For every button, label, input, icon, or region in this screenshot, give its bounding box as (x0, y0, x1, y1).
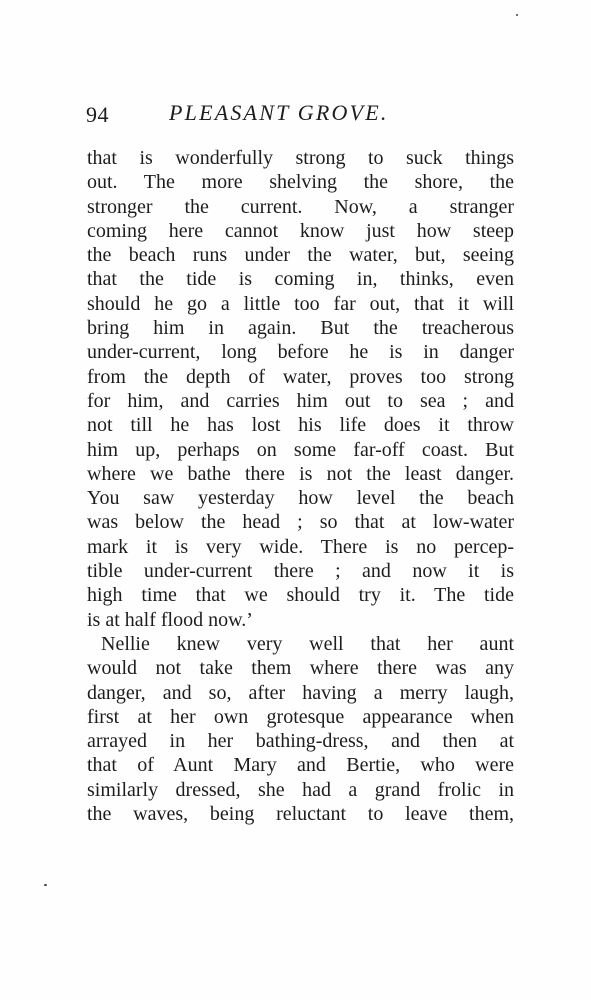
text-line: first at her own grotesque appearance when (87, 705, 514, 728)
text-line: out. The more shelving the shore, the (87, 171, 514, 194)
text-line: under-current, long before he is in danger (87, 341, 514, 364)
print-speck (44, 884, 47, 886)
text-line: from the depth of water, proves too strong (87, 365, 514, 388)
text-line: coming here cannot know just how steep (87, 219, 514, 242)
page-number: 94 (86, 102, 109, 127)
text-line: him up, perhaps on some far-off coast. But (87, 438, 514, 461)
text-line: not till he has lost his life does it throw (87, 414, 514, 437)
text-line: arrayed in her bathing-dress, and then at (87, 730, 514, 753)
body-text (87, 146, 514, 826)
paragraph-start-line: Nellie knew very well that her aunt (101, 632, 514, 655)
text-line: the beach runs under the water, but, seeing (87, 244, 514, 267)
text-line: that the tide is coming in, thinks, even (87, 268, 514, 291)
text-line: high time that we should try it. The tide (87, 584, 514, 607)
page-header (86, 100, 516, 132)
text-line: for him, and carries him out to sea ; and (87, 389, 514, 412)
text-line: You saw yesterday how level the beach (87, 487, 514, 510)
text-line: mark it is very wide. There is no percep- (87, 535, 514, 558)
text-line: bring him in again. But the treacherous (87, 317, 514, 340)
paragraph-end-line: is at half flood now.’ (87, 608, 253, 631)
text-line: similarly dressed, she had a grand frolic in (87, 778, 514, 801)
text-line: should he go a little too far out, that it will (87, 292, 514, 315)
text-line: tible under-current there ; and now it is (87, 560, 514, 583)
text-line: that of Aunt Mary and Bertie, who were (87, 754, 514, 777)
text-line: was below the head ; so that at low-water (87, 511, 514, 534)
text-line: that is wonderfully strong to suck things (87, 147, 514, 169)
text-line: stronger the current. Now, a stranger (87, 195, 514, 218)
text-line: danger, and so, after having a merry laugh, (87, 681, 514, 704)
text-line: would not take them where there was any (87, 657, 514, 680)
running-title: PLEASANT GROVE. (169, 100, 389, 125)
text-line: where we bathe there is not the least danger. (87, 462, 514, 485)
text-line: the waves, being reluctant to leave them, (87, 803, 514, 826)
print-speck (516, 14, 518, 16)
